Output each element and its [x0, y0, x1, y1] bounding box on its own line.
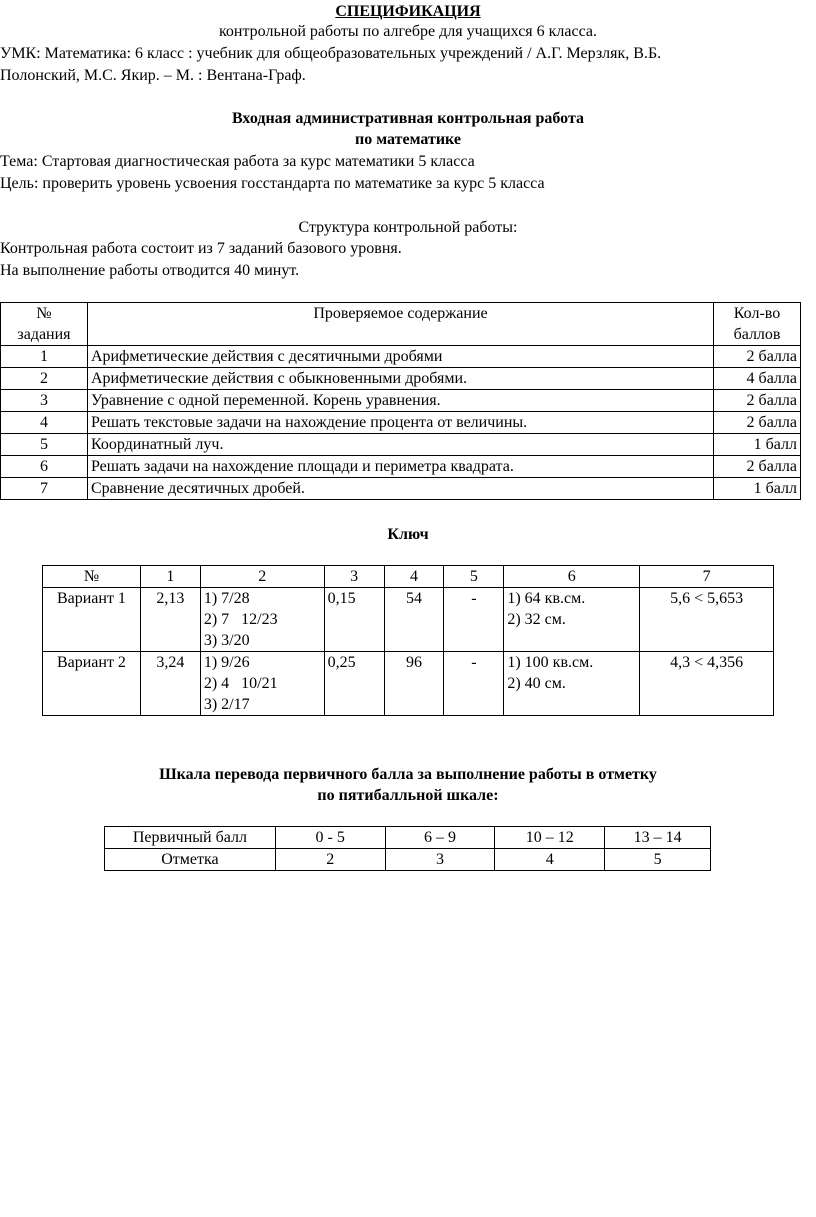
work-title-line-2: по математике [355, 131, 461, 148]
work-theme: Тема: Стартовая диагностическая работа за курс математики 5 класса [0, 153, 475, 170]
spec-points: 1 балл [714, 434, 801, 456]
answer-2 [200, 652, 324, 716]
umk-line-2: Полонский, М.С. Якир. – М. : Вентана-Граф. [0, 67, 306, 84]
spec-content: Координатный луч. [87, 434, 713, 456]
spec-table [0, 302, 801, 500]
document-title: СПЕЦИФИКАЦИЯ [335, 3, 481, 20]
table-row [43, 652, 774, 716]
key-header: 2 [200, 566, 324, 588]
answer-4: 54 [384, 588, 444, 652]
spec-points: 1 балл [714, 478, 801, 500]
table-row [43, 588, 774, 652]
table-row [1, 390, 801, 412]
answer-6 [504, 652, 640, 716]
spec-content: Решать текстовые задачи на нахождение процента от величины. [87, 412, 713, 434]
spec-points: 2 балла [714, 390, 801, 412]
answer-6 [504, 588, 640, 652]
table-row [105, 827, 711, 849]
spec-header-points-line1: Кол-во [733, 305, 781, 322]
answer-7: 5,6 < 5,653 [640, 588, 774, 652]
answer-3: 0,15 [324, 588, 384, 652]
answer-3: 0,25 [324, 652, 384, 716]
spec-points: 2 балла [714, 412, 801, 434]
answer-2-line: 3) 2/17 [203, 696, 250, 713]
key-header: 5 [444, 566, 504, 588]
table-row [1, 478, 801, 500]
scale-row1-label: Первичный балл [105, 827, 276, 849]
spec-points: 4 балла [714, 368, 801, 390]
scale-cell: 4 [495, 849, 605, 871]
work-goal: Цель: проверить уровень усвоения госстандарта по математике за курс 5 класса [0, 175, 545, 192]
answer-7: 4,3 < 4,356 [640, 652, 774, 716]
table-row [1, 434, 801, 456]
spec-content: Арифметические действия с обыкновенными дробями. [87, 368, 713, 390]
umk-line-1: УМК: Математика: 6 класс : учебник для общеобразовательных учреждений / А.Г. Мерзляк, В.Б. [0, 45, 662, 62]
answer-6-line: 2) 40 см. [507, 675, 566, 692]
key-header: 6 [504, 566, 640, 588]
scale-cell: 0 - 5 [275, 827, 385, 849]
spec-header-points [714, 303, 801, 346]
answer-2 [200, 588, 324, 652]
spec-content: Арифметические действия с десятичными дробями [87, 346, 713, 368]
spec-content: Уравнение с одной переменной. Корень уравнения. [87, 390, 713, 412]
answer-2-line: 2) 7 12/23 [203, 611, 278, 628]
answer-2-line: 2) 4 10/21 [203, 675, 278, 692]
spec-num: 7 [1, 478, 88, 500]
key-header: 7 [640, 566, 774, 588]
key-header: 1 [140, 566, 200, 588]
spec-num: 2 [1, 368, 88, 390]
spec-num: 5 [1, 434, 88, 456]
table-row [105, 849, 711, 871]
answer-1: 3,24 [140, 652, 200, 716]
answer-5: - [444, 652, 504, 716]
structure-line-1: Контрольная работа состоит из 7 заданий базового уровня. [0, 240, 402, 257]
answer-1: 2,13 [140, 588, 200, 652]
key-header: 3 [324, 566, 384, 588]
scale-cell: 2 [275, 849, 385, 871]
key-header: № [43, 566, 141, 588]
table-row [1, 412, 801, 434]
table-row [1, 368, 801, 390]
scale-cell: 10 – 12 [495, 827, 605, 849]
scale-cell: 6 – 9 [385, 827, 495, 849]
work-title-line-1: Входная административная контрольная работа [231, 110, 585, 127]
structure-line-2: На выполнение работы отводится 40 минут. [0, 262, 300, 279]
answer-6-line: 1) 64 кв.см. [507, 590, 586, 607]
scale-row2-label: Отметка [105, 849, 276, 871]
answer-2-line: 3) 3/20 [203, 632, 250, 649]
spec-header-points-line2: баллов [733, 326, 781, 343]
document-subtitle: контрольной работы по алгебре для учащихся 6 класса. [218, 23, 598, 40]
scale-cell: 3 [385, 849, 495, 871]
spec-num: 6 [1, 456, 88, 478]
spec-num: 4 [1, 412, 88, 434]
table-row [1, 456, 801, 478]
structure-heading: Структура контрольной работы: [298, 219, 518, 236]
spec-num: 3 [1, 390, 88, 412]
scale-title-line-1: Шкала перевода первичного балла за выполнение работы в отметку [159, 766, 657, 783]
spec-table-header [1, 303, 801, 346]
key-table-header [43, 566, 774, 588]
variant-label: Вариант 2 [43, 652, 141, 716]
answer-4: 96 [384, 652, 444, 716]
answer-2-line: 1) 7/28 [203, 590, 250, 607]
spec-content: Сравнение десятичных дробей. [87, 478, 713, 500]
scale-title-line-2: по пятибалльной шкале: [317, 787, 499, 804]
spec-header-num [1, 303, 88, 346]
spec-content: Решать задачи на нахождение площади и периметра квадрата. [87, 456, 713, 478]
spec-header-num-line2: задания [17, 326, 71, 343]
key-table [42, 565, 774, 716]
key-title: Ключ [387, 526, 429, 543]
answer-6-line: 2) 32 см. [507, 611, 566, 628]
spec-num: 1 [1, 346, 88, 368]
table-row [1, 346, 801, 368]
spec-points: 2 балла [714, 346, 801, 368]
scale-cell: 5 [605, 849, 711, 871]
spec-points: 2 балла [714, 456, 801, 478]
scale-table [104, 826, 711, 871]
spec-header-content: Проверяемое содержание [87, 303, 713, 346]
spec-header-num-line1: № [36, 305, 52, 322]
answer-2-line: 1) 9/26 [203, 654, 250, 671]
key-header: 4 [384, 566, 444, 588]
scale-cell: 13 – 14 [605, 827, 711, 849]
answer-5: - [444, 588, 504, 652]
variant-label: Вариант 1 [43, 588, 141, 652]
answer-6-line: 1) 100 кв.см. [507, 654, 594, 671]
